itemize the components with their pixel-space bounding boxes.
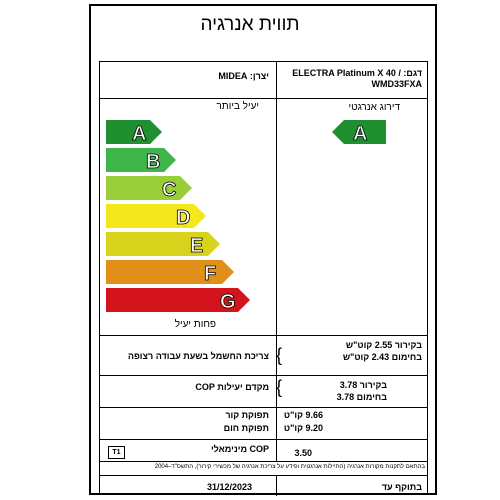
scale-letter-e: E [190,235,204,256]
least-efficient-label: פחות יעיל [174,319,216,330]
t1-box: T1 [108,446,125,459]
consumption-label: צריכת החשמל בשעת עבודה רצופה [127,351,269,361]
manufacturer-label: יצרן: [249,71,269,81]
scale-letter-b: B [146,151,161,172]
min-cop-divider [276,439,277,462]
manufacturer-value: MIDEA [218,71,248,81]
regulation-note: בהתאם לתקנות מקורות אנרגיה (התיילות אנרגטית ופידע על צריכת אנרגיה של מכשירי קירור), התשס"ד–2004 [154,464,425,470]
scale-arrow-a [106,120,162,144]
energy-rating-arrow [332,120,386,144]
min-cop-separator [100,461,427,462]
scale-arrow-b [106,148,176,172]
capacity-cool-value: 9.66 קו"ט [283,410,323,420]
note-separator [100,475,427,476]
scale-arrow-e [106,232,220,256]
scale-arrow-f [106,260,234,284]
min-cop-value: 3.50 [294,448,312,458]
valid-until-value: 31/12/2023 [207,482,253,492]
energy-rating-label: דירוג אנרגטי [348,102,400,113]
cop-brace: { [276,377,283,397]
consumption-brace: { [276,345,283,365]
label-title: תווית אנרגיה [200,14,300,35]
capacity-heat-value: 9.20 קו"ט [283,423,323,433]
header-separator [100,98,427,99]
model-value: ELECTRA Platinum X 40 / WMD33FXA [292,68,422,89]
model-label: דגם: [403,68,422,78]
scale-arrow-c [106,176,192,200]
most-efficient-label: יעיל ביותר [216,101,259,112]
energy-label-table [99,61,428,495]
scale-letter-f: F [204,263,217,284]
scale-arrow-g [106,288,250,312]
min-cop-label: COP מינימאלי [210,444,269,454]
scale-letter-a: A [132,123,147,144]
capacity-cool-label: תפוקת קור [225,410,269,420]
scale-separator [100,335,427,336]
scale-divider [276,98,277,337]
scale-letter-c: C [162,179,177,200]
capacity-divider [276,407,277,440]
valid-until-divider [276,475,277,496]
cop-cool: בקירור 3.78 [339,380,387,390]
energy-rating-letter: A [353,123,368,144]
cop-heat: בחימום 3.78 [336,392,387,402]
scale-letter-d: D [176,207,191,228]
consumption-cool: בקירור 2.55 קוט"ש [345,340,422,350]
valid-until-label: בתוקף עד [381,482,422,492]
consumption-heat: בחימום 2.43 קוט"ש [342,352,422,362]
capacity-separator [100,439,427,440]
cop-label: מקדם יעילות COP [195,382,269,392]
capacity-heat-label: תפוקת חום [223,423,269,433]
scale-letter-g: G [220,291,236,312]
scale-arrow-d [106,204,206,228]
consumption-separator [100,375,427,376]
cop-separator [100,407,427,408]
manufacturer-cell [218,71,269,82]
model-cell [277,68,422,90]
